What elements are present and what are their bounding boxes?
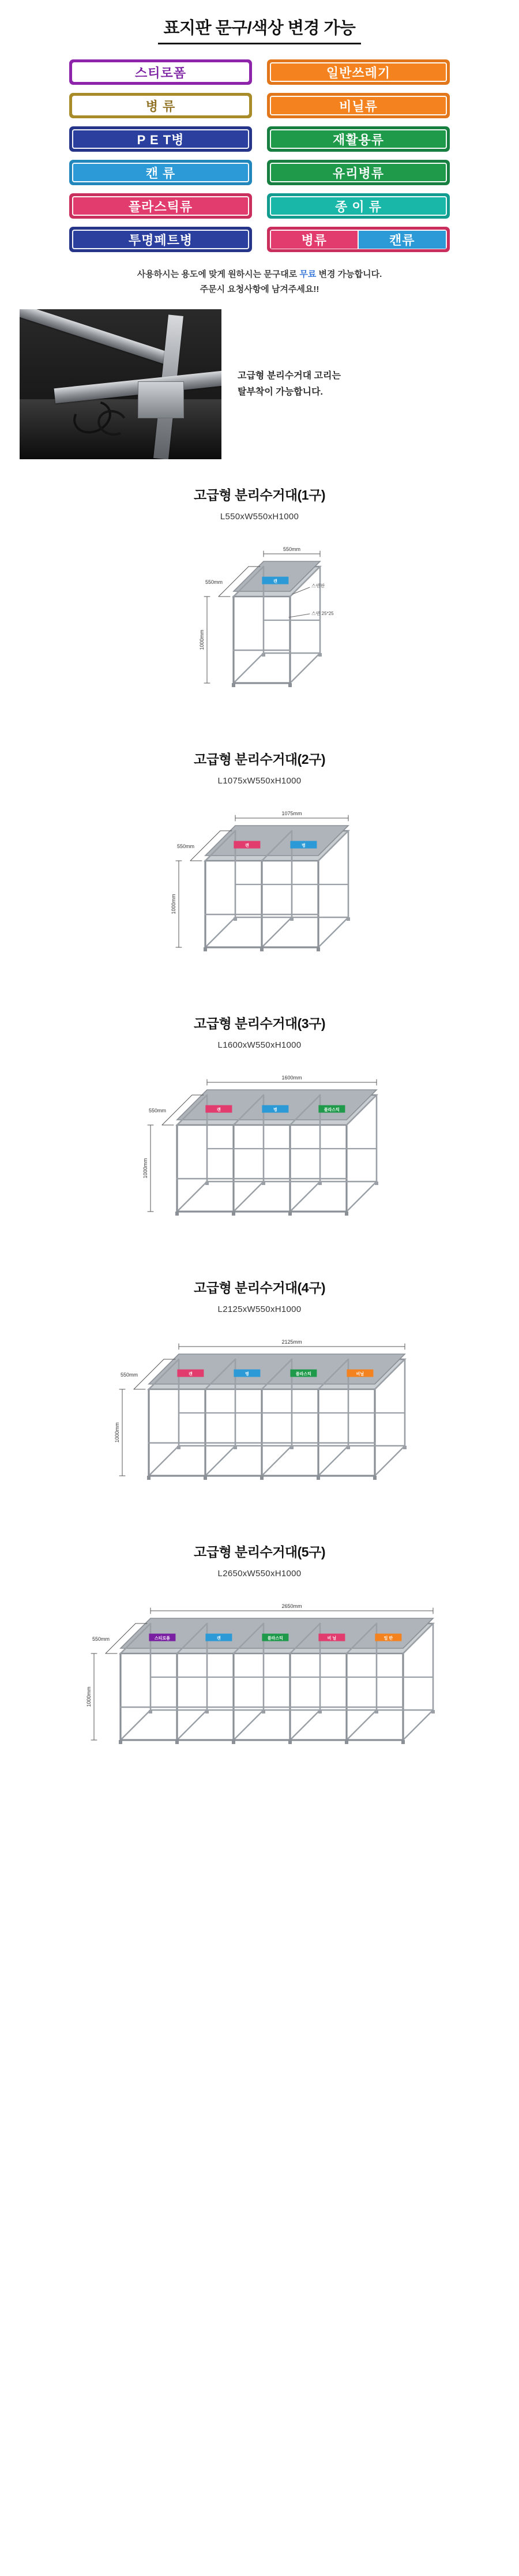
- product-drawing: [164, 532, 355, 723]
- title-section: [0, 0, 519, 44]
- svg-text:병: 병: [245, 1372, 249, 1377]
- photo-bar-diagonal: [20, 309, 173, 366]
- notice-line2: 주문시 요청사항에 남겨주세요!!: [200, 284, 319, 294]
- svg-text:플라스틱: 플라스틱: [295, 1372, 311, 1377]
- svg-text:캔: 캔: [217, 1636, 221, 1641]
- svg-text:플라스틱: 플라스틱: [324, 1108, 340, 1112]
- product-drawing-wrap: [0, 1325, 519, 1516]
- svg-text:병: 병: [302, 843, 306, 848]
- svg-text:550mm: 550mm: [176, 843, 195, 849]
- product-drawing: [80, 1325, 439, 1516]
- product-spec: L2125xW550xH1000: [217, 1304, 302, 1314]
- svg-text:플라스틱: 플라스틱: [267, 1636, 283, 1641]
- product-drawing: [108, 1060, 411, 1252]
- product-section: [0, 749, 519, 988]
- svg-text:2125mm: 2125mm: [281, 1339, 302, 1345]
- svg-text:1000mm: 1000mm: [199, 629, 205, 650]
- svg-text:일 반: 일 반: [383, 1636, 393, 1641]
- svg-text:550mm: 550mm: [120, 1372, 138, 1378]
- product-spec: L550xW550xH1000: [220, 512, 299, 522]
- svg-text:550mm: 550mm: [92, 1636, 110, 1642]
- svg-text:2650mm: 2650mm: [281, 1603, 302, 1609]
- product-title: 고급형 분리수거대(5구): [194, 1544, 325, 1559]
- product-title: 고급형 분리수거대(3구): [194, 1016, 325, 1031]
- svg-text:1000mm: 1000mm: [86, 1686, 92, 1707]
- sign-chip-inner: 플라스틱류: [72, 196, 249, 216]
- sign-chip: [267, 227, 450, 252]
- notice-line1-a: 사용하시는 용도에 맞게 원하시는 문구대로: [137, 269, 300, 279]
- sign-chip: [69, 59, 252, 85]
- svg-text:스텐 25*25: 스텐 25*25: [311, 611, 334, 616]
- svg-text:캔: 캔: [189, 1372, 193, 1377]
- product-section: [0, 1277, 519, 1516]
- sign-color-grid: [69, 59, 450, 252]
- photo-clamp: [138, 381, 184, 418]
- svg-text:캔: 캔: [273, 579, 277, 584]
- sign-chip: [267, 160, 450, 185]
- sign-chip: [267, 93, 450, 118]
- svg-text:비닐: 비닐: [356, 1372, 364, 1377]
- sign-chip-inner: 재활용류: [270, 129, 447, 149]
- product-drawing-wrap: [0, 532, 519, 723]
- hook-caption-line1: 고급형 분리수거대 고리는: [238, 371, 341, 381]
- product-drawing-wrap: [0, 796, 519, 988]
- svg-text:1075mm: 1075mm: [281, 811, 302, 816]
- sign-chip-label-right: 캔류: [359, 231, 446, 249]
- sign-chip: [69, 227, 252, 252]
- product-section: [0, 1013, 519, 1252]
- sign-chip-inner: 비닐류: [270, 96, 447, 115]
- product-section: [0, 1542, 519, 1780]
- product-spec: L1600xW550xH1000: [217, 1040, 302, 1050]
- hook-photo-caption: [238, 368, 341, 400]
- svg-text:1600mm: 1600mm: [281, 1075, 302, 1081]
- svg-text:스텐판: 스텐판: [311, 583, 325, 588]
- svg-text:1000mm: 1000mm: [171, 894, 176, 914]
- product-drawing: [136, 796, 383, 988]
- sign-chip-inner: 종 이 류: [270, 196, 447, 216]
- hook-photo-block: [12, 309, 507, 459]
- product-spec: L2650xW550xH1000: [217, 1569, 302, 1578]
- sign-chip: [69, 126, 252, 152]
- notice-text: [0, 267, 519, 297]
- sign-chip: [69, 160, 252, 185]
- product-title: 고급형 분리수거대(4구): [194, 1280, 325, 1295]
- sign-chip: [69, 93, 252, 118]
- sign-chip-inner: P E T병: [72, 129, 249, 149]
- sign-chip-inner: [270, 230, 447, 249]
- svg-text:550mm: 550mm: [148, 1108, 167, 1113]
- sign-chip-inner: 투명페트병: [72, 230, 249, 249]
- sign-chip: [267, 59, 450, 85]
- page-title: 표지판 문구/색상 변경 가능: [158, 15, 362, 44]
- sign-chip-inner: 병 류: [72, 96, 249, 115]
- sign-chip-inner: 캔 류: [72, 163, 249, 182]
- sign-chip-label-left: 병류: [271, 231, 359, 249]
- svg-text:550mm: 550mm: [205, 579, 223, 585]
- svg-text:550mm: 550mm: [283, 546, 301, 552]
- notice-free-word: 무료: [299, 269, 317, 279]
- sign-chip: [267, 126, 450, 152]
- svg-text:병: 병: [273, 1108, 277, 1112]
- product-drawing-wrap: [0, 1060, 519, 1252]
- sign-chip-inner: 스티로폼: [72, 62, 249, 82]
- product-drawing-wrap: [0, 1589, 519, 1780]
- notice-line1-b: 변경 가능합니다.: [316, 269, 382, 279]
- product-spec: L1075xW550xH1000: [217, 776, 302, 786]
- product-section: [0, 485, 519, 723]
- svg-text:1000mm: 1000mm: [142, 1158, 148, 1179]
- svg-text:캔: 캔: [245, 843, 249, 848]
- product-drawing: [51, 1589, 468, 1780]
- product-list: [0, 485, 519, 1780]
- sign-chip: [267, 193, 450, 219]
- sign-chip: [69, 193, 252, 219]
- product-title: 고급형 분리수거대(2구): [194, 752, 325, 767]
- hook-caption-line2: 탈부착이 가능합니다.: [238, 387, 323, 397]
- svg-text:비 닐: 비 닐: [327, 1636, 337, 1641]
- svg-text:1000mm: 1000mm: [114, 1422, 120, 1443]
- product-title: 고급형 분리수거대(1구): [194, 488, 325, 503]
- sign-chip-inner: 일반쓰레기: [270, 62, 447, 82]
- sign-chip-inner: 유리병류: [270, 163, 447, 182]
- hook-photo: [20, 309, 221, 459]
- svg-text:캔: 캔: [217, 1108, 221, 1112]
- svg-text:스티로폼: 스티로폼: [154, 1636, 170, 1641]
